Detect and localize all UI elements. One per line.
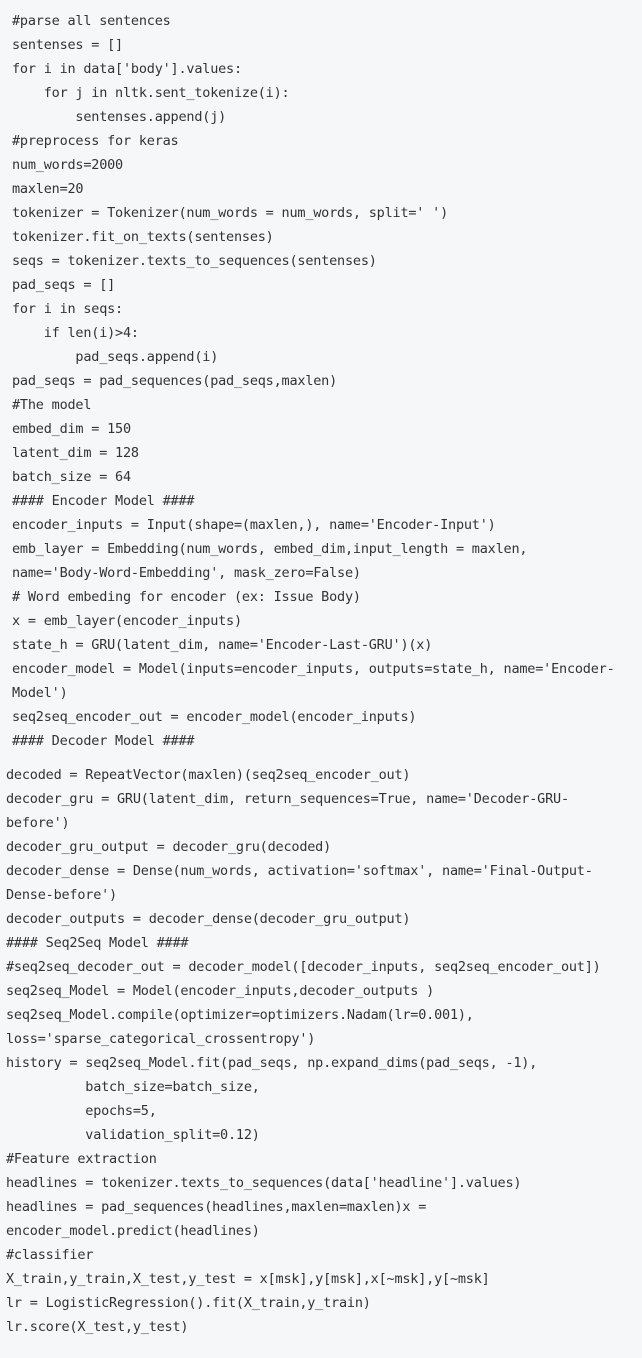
code-line: if len(i)>4: [12,325,139,341]
code-line: headlines = pad_sequences(headlines,maxlen=maxlen)x = [6,1199,427,1215]
code-line: epochs=5, [6,1103,157,1119]
code-line: #seq2seq_decoder_out = decoder_model([decoder_inputs, seq2seq_encoder_out]) [6,959,601,975]
code-line: #preprocess for keras [12,133,179,149]
code-line: decoder_dense = Dense(num_words, activation='softmax', name='Final-Output- [6,863,593,879]
code-line: maxlen=20 [12,181,84,197]
code-line: loss='sparse_categorical_crossentropy') [6,1031,316,1047]
code-line: embed_dim = 150 [12,421,131,437]
code-line: #The model [12,397,92,413]
code-line: seq2seq_Model.compile(optimizer=optimizers.Nadam(lr=0.001), [6,1007,474,1023]
code-line: pad_seqs.append(i) [12,349,219,365]
code-line: decoded = RepeatVector(maxlen)(seq2seq_encoder_out) [6,767,411,783]
code-line: Dense-before') [6,887,117,903]
code-line: for j in nltk.sent_tokenize(i): [12,85,290,101]
code-line: tokenizer.fit_on_texts(sentenses) [12,229,274,245]
code-line: #### Decoder Model #### [12,733,195,749]
code-line: x = emb_layer(encoder_inputs) [12,613,242,629]
code-line: decoder_gru = GRU(latent_dim, return_sequences=True, name='Decoder-GRU- [6,791,569,807]
code-line: history = seq2seq_Model.fit(pad_seqs, np.expand_dims(pad_seqs, -1), [6,1055,538,1071]
code-line: sentenses = [] [12,37,123,53]
code-line: lr.score(X_test,y_test) [6,1319,189,1335]
code-line: #parse all sentences [12,13,171,29]
code-line: #### Encoder Model #### [12,493,195,509]
code-line: lr = LogisticRegression().fit(X_train,y_train) [6,1295,371,1311]
code-line: before') [6,815,70,831]
code-line: headlines = tokenizer.texts_to_sequences(data['headline'].values) [6,1175,522,1191]
code-line: batch_size=batch_size, [6,1079,260,1095]
code-line: encoder_model = Model(inputs=encoder_inputs, outputs=state_h, name='Encoder- [12,661,615,677]
code-line: decoder_outputs = decoder_dense(decoder_gru_output) [6,911,411,927]
code-line: tokenizer = Tokenizer(num_words = num_words, split=' ') [12,205,449,221]
code-line: pad_seqs = pad_sequences(pad_seqs,maxlen) [12,373,338,389]
code-line: pad_seqs = [] [12,277,116,293]
code-line: decoder_gru_output = decoder_gru(decoded) [6,839,332,855]
code-line: for i in data['body'].values: [12,61,242,77]
code-line: sentenses.append(j) [12,109,227,125]
code-line: batch_size = 64 [12,469,131,485]
code-line: #classifier [6,1247,94,1263]
code-line: # Word embeding for encoder (ex: Issue Body) [12,589,361,605]
code-line: X_train,y_train,X_test,y_test = x[msk],y[msk],x[~msk],y[~msk] [6,1271,490,1287]
code-line: num_words=2000 [12,157,123,173]
code-line: latent_dim = 128 [12,445,139,461]
code-line: encoder_model.predict(headlines) [6,1223,260,1239]
code-line: for i in seqs: [12,301,123,317]
code-line: state_h = GRU(latent_dim, name='Encoder-Last-GRU')(x) [12,637,433,653]
code-line: validation_split=0.12) [6,1127,260,1143]
code-line: seqs = tokenizer.texts_to_sequences(sentenses) [12,253,377,269]
code-line: seq2seq_encoder_out = encoder_model(encoder_inputs) [12,709,417,725]
code-line: emb_layer = Embedding(num_words, embed_dim,input_length = maxlen, [12,541,528,557]
code-line: name='Body-Word-Embedding', mask_zero=False) [12,565,361,581]
code-line: seq2seq_Model = Model(encoder_inputs,decoder_outputs ) [6,983,435,999]
code-line: #### Seq2Seq Model #### [6,935,189,951]
code-line: encoder_inputs = Input(shape=(maxlen,), name='Encoder-Input') [12,517,496,533]
code-line: Model') [12,685,68,701]
code-line: #Feature extraction [6,1151,157,1167]
